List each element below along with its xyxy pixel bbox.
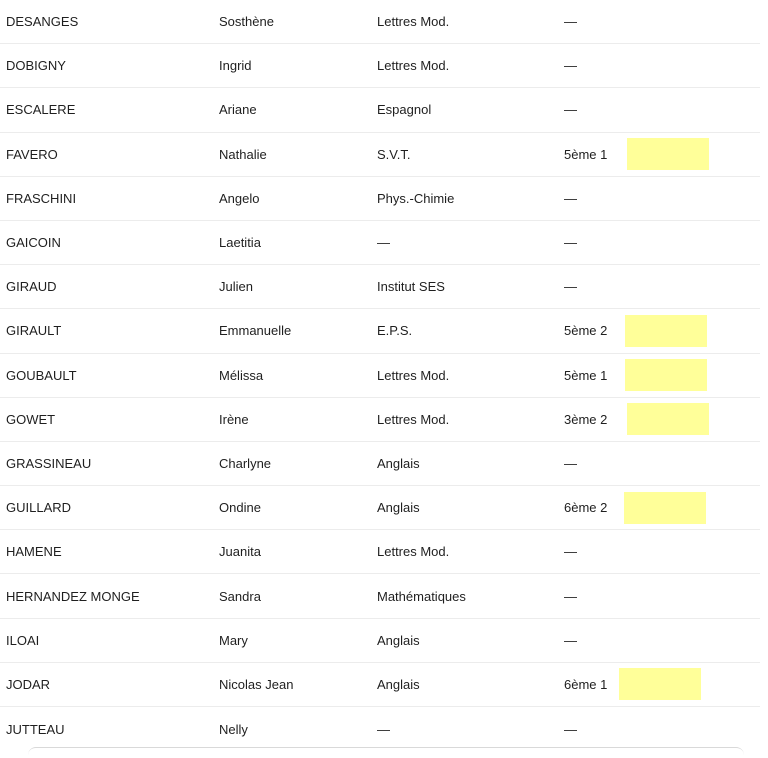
class-cell: —	[564, 588, 577, 604]
subject-cell: Lettres Mod.	[377, 58, 450, 74]
table-row[interactable]	[0, 221, 760, 265]
class-cell: 6ème 1	[564, 676, 608, 692]
highlight-box	[619, 668, 701, 700]
last-name-cell: JUTTEAU	[6, 721, 65, 737]
first-name-cell: Nathalie	[219, 146, 267, 162]
first-name-cell: Sosthène	[219, 14, 274, 30]
class-cell: —	[564, 102, 577, 118]
subject-cell: —	[377, 235, 390, 251]
last-name-cell: GOWET	[6, 411, 56, 427]
first-name-cell: Laetitia	[219, 235, 261, 251]
subject-cell: Institut SES	[377, 279, 445, 295]
first-name-cell: Irène	[219, 411, 249, 427]
class-cell: 5ème 1	[564, 146, 608, 162]
class-cell: —	[564, 235, 577, 251]
class-cell: —	[564, 279, 577, 295]
first-name-cell: Angelo	[219, 190, 260, 206]
last-name-cell: GIRAUD	[6, 279, 57, 295]
first-name-cell: Sandra	[219, 588, 261, 604]
first-name-cell: Charlyne	[219, 455, 272, 471]
last-name-cell: ESCALERE	[6, 102, 76, 118]
table-row[interactable]	[0, 486, 760, 530]
last-name-cell: HAMENE	[6, 544, 62, 560]
last-name-cell: GRASSINEAU	[6, 455, 92, 471]
last-name-cell: JODAR	[6, 676, 51, 692]
class-cell: —	[564, 632, 577, 648]
table-row[interactable]	[0, 707, 760, 751]
table-row[interactable]	[0, 442, 760, 486]
last-name-cell: GIRAULT	[6, 323, 62, 339]
table-row[interactable]	[0, 0, 760, 44]
class-cell: 3ème 2	[564, 411, 608, 427]
class-cell: 6ème 2	[564, 500, 608, 516]
first-name-cell: Nelly	[219, 721, 248, 737]
last-name-cell: GOUBAULT	[6, 367, 77, 383]
table-row[interactable]	[0, 44, 760, 88]
last-name-cell: FRASCHINI	[6, 190, 77, 206]
class-cell: —	[564, 14, 577, 30]
last-name-cell: HERNANDEZ MONGE	[6, 588, 140, 604]
table-row[interactable]	[0, 530, 760, 574]
first-name-cell: Julien	[219, 279, 253, 295]
table-row[interactable]	[0, 309, 760, 353]
first-name-cell: Nicolas Jean	[219, 676, 294, 692]
class-cell: 5ème 2	[564, 323, 608, 339]
subject-cell: E.P.S.	[377, 323, 413, 339]
first-name-cell: Mélissa	[219, 367, 264, 383]
table-row[interactable]	[0, 133, 760, 177]
table-row[interactable]	[0, 619, 760, 663]
subject-cell: Lettres Mod.	[377, 411, 450, 427]
highlight-box	[625, 315, 707, 347]
table-row[interactable]	[0, 574, 760, 618]
highlight-box	[627, 138, 709, 170]
class-cell: —	[564, 455, 577, 471]
last-name-cell: ILOAI	[6, 632, 40, 648]
subject-cell: Lettres Mod.	[377, 544, 450, 560]
subject-cell: Phys.-Chimie	[377, 190, 455, 206]
class-cell: 5ème 1	[564, 367, 608, 383]
class-cell: —	[564, 190, 577, 206]
table-row[interactable]	[0, 398, 760, 442]
last-name-cell: DESANGES	[6, 14, 79, 30]
first-name-cell: Ariane	[219, 102, 257, 118]
class-cell: —	[564, 721, 577, 737]
first-name-cell: Juanita	[219, 544, 261, 560]
class-cell: —	[564, 58, 577, 74]
class-cell: —	[564, 544, 577, 560]
highlight-box	[624, 492, 706, 524]
first-name-cell: Emmanuelle	[219, 323, 292, 339]
last-name-cell: DOBIGNY	[6, 58, 66, 74]
subject-cell: Lettres Mod.	[377, 367, 450, 383]
subject-cell: S.V.T.	[377, 146, 411, 162]
first-name-cell: Ondine	[219, 500, 261, 516]
table-row[interactable]	[0, 177, 760, 221]
last-name-cell: FAVERO	[6, 146, 58, 162]
subject-cell: Espagnol	[377, 102, 432, 118]
subject-cell: Mathématiques	[377, 588, 466, 604]
subject-cell: Anglais	[377, 500, 420, 516]
subject-cell: —	[377, 721, 390, 737]
first-name-cell: Mary	[219, 632, 248, 648]
subject-cell: Anglais	[377, 632, 420, 648]
first-name-cell: Ingrid	[219, 58, 252, 74]
subject-cell: Anglais	[377, 676, 420, 692]
table-row[interactable]	[0, 88, 760, 132]
subject-cell: Lettres Mod.	[377, 14, 450, 30]
table-row[interactable]	[0, 265, 760, 309]
highlight-box	[625, 359, 707, 391]
subject-cell: Anglais	[377, 455, 420, 471]
last-name-cell: GAICOIN	[6, 235, 61, 251]
last-name-cell: GUILLARD	[6, 500, 72, 516]
table-row[interactable]	[0, 354, 760, 398]
table-row[interactable]	[0, 663, 760, 707]
highlight-box	[627, 403, 709, 435]
